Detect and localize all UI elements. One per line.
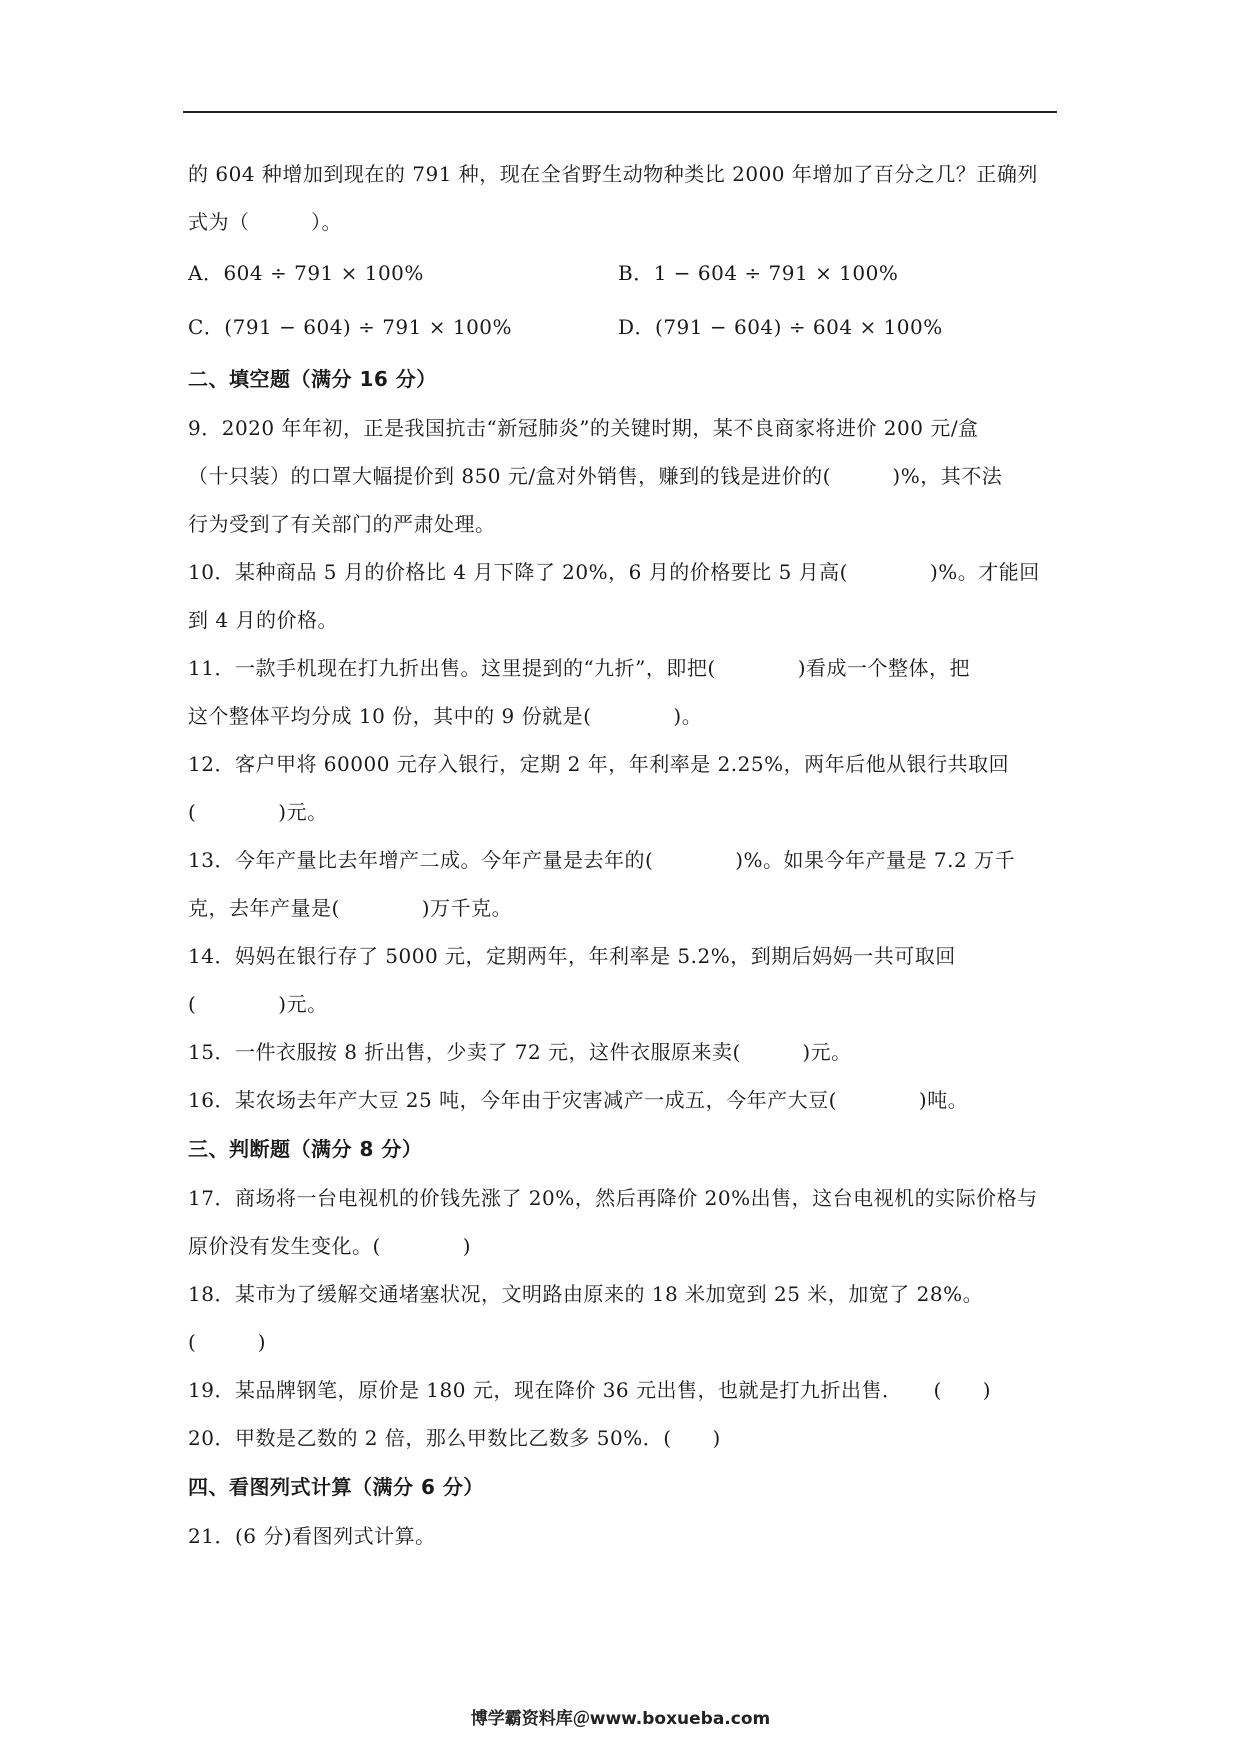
option-d[interactable]: D．(791 − 604) ÷ 604 × 100% [618,315,943,339]
question-14-line-1: 14．妈妈在银行存了 5000 元，定期两年，年利率是 5.2%，到期后妈妈一共可取回 [188,944,956,968]
question-8-continuation-line-1: 的 604 种增加到现在的 791 种，现在全省野生动物种类比 2000 年增加了百分之几？正确列 [188,162,1038,186]
question-18-line-2: ( ) [188,1330,267,1354]
question-14-line-2: ( )元。 [188,992,328,1016]
question-21: 21．(6 分)看图列式计算。 [188,1524,436,1548]
question-18-line-1: 18．某市为了缓解交通堵塞状况，文明路由原来的 18 米加宽到 25 米，加宽了 28%。 [188,1282,984,1306]
option-a[interactable]: A．604 ÷ 791 × 100% [188,261,424,285]
question-9-line-2: （十只装）的口罩大幅提价到 850 元/盒对外销售，赚到的钱是进价的( )%，其不法 [188,464,1003,488]
question-10-line-1: 10．某种商品 5 月的价格比 4 月下降了 20%，6 月的价格要比 5 月高( )%。才能回 [188,560,1040,584]
question-11-line-1: 11．一款手机现在打九折出售。这里提到的“九折”，即把( )看成一个整体，把 [188,656,971,680]
question-13-line-1: 13．今年产量比去年增产二成。今年产量是去年的( )%。如果今年产量是 7.2 万千 [188,848,1016,872]
question-11-line-2: 这个整体平均分成 10 份，其中的 9 份就是( )。 [188,704,703,728]
options-row-ab [188,246,1058,300]
question-9-line-1: 9．2020 年年初，正是我国抗击“新冠肺炎”的关键时期，某不良商家将进价 200 元/盒 [188,416,979,440]
section-2-title: 二、填空题（满分 16 分） [188,367,437,391]
question-12-line-2: ( )元。 [188,800,328,824]
question-20: 20．甲数是乙数的 2 倍，那么甲数比乙数多 50%．( ) [188,1426,721,1450]
section-4-title: 四、看图列式计算（满分 6 分） [188,1475,484,1499]
document-body [188,150,1058,1560]
question-10-line-2: 到 4 月的价格。 [188,608,338,632]
question-16: 16．某农场去年产大豆 25 吨，今年由于灾害减产一成五，今年产大豆( )吨。 [188,1088,969,1112]
question-19: 19．某品牌钢笔，原价是 180 元，现在降价 36 元出售，也就是打九折出售． ( ) [188,1378,992,1402]
question-17-line-2: 原价没有发生变化。( ) [188,1234,472,1258]
footer-watermark: 博学霸资料库＠www.boxueba.com [470,1709,771,1729]
question-15: 15．一件衣服按 8 折出售，少卖了 72 元，这件衣服原来卖( )元。 [188,1040,852,1064]
options-row-cd [188,300,1058,354]
option-c[interactable]: C．(791 − 604) ÷ 791 × 100% [188,315,513,339]
question-9-line-3: 行为受到了有关部门的严肃处理。 [188,512,496,536]
option-b[interactable]: B．1 − 604 ÷ 791 × 100% [618,261,899,285]
header-rule [183,111,1057,113]
question-8-continuation-line-2: 式为（ ）。 [188,210,342,234]
question-17-line-1: 17．商场将一台电视机的价钱先涨了 20%，然后再降价 20%出售，这台电视机的实际价格与 [188,1186,1038,1210]
question-13-line-2: 克，去年产量是( )万千克。 [188,896,513,920]
section-3-title: 三、判断题（满分 8 分） [188,1137,423,1161]
question-12-line-1: 12．客户甲将 60000 元存入银行，定期 2 年，年利率是 2.25%，两年后他从银行共取回 [188,752,1010,776]
